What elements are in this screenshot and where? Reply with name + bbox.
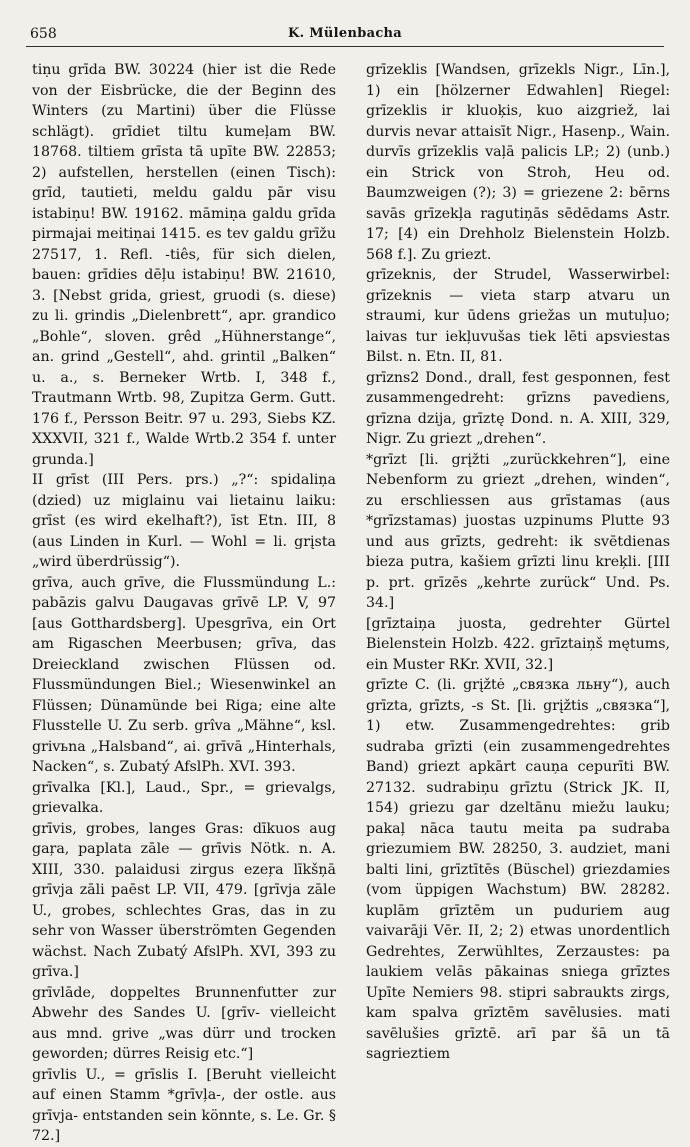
entry-grizte: grīzte C. (li. grįžtė „связка льну“), auch grīzta, grīzts, -s St. [li. grįžtis „связка“], 1) etw. Zusammengedrehtes: grib sudraba grīzti (ein zusammengedrehtes Band) griezt apkārt cauņa cepurīti BW. 27132. sudrabiņu grīztu (Strick JK. II, 154) griezu gar dzeltānu miežu lauku; pakaļ nāca tautu meita pa sudraba griezumiem BW. 28250, 3. audziet, mani balti lini, grīztītēs (Büschel) griezdamies (vom üppigen Wachstum) BW. 28282. kuplām grīztēm un puduriem aug vaivarāji Vēr. II, 2; 2) etwas unordentlich Gedrehtes, Zerwühltes, Zerzaustes: pa laukiem velās pākainas sniega grīztes Upīte Nemiers 98. stipri sabraukts zirgs, kam spalva grīztēm savēlusies. mati savēlušies grīztē. arī par šā un tā sagrieztiem (366, 677, 670, 1062)
entry-grizt: *grīzt [li. grįžti „zurückkehren“], eine Nebenform zu griezt „drehen, winden“, zu erschliessen aus grīstamas (aus *grīzstamas) juostas uzpinums Plutte 93 und aus grīzts, gedreht: ik svētdienas bieza putra, kašiem grīzti linu kreķli. [III p. prt. grīzēs „kehrte zurück“ Und. Ps. 34.] (366, 451, 670, 611)
right-column (366, 60, 670, 1062)
entry-grizeknis: grīzeknis, der Strudel, Wasserwirbel: grīzeknis — vieta starp atvaru un straumi, kur ūdens griežas un mutuļuo; laivas tur iekļuvušas tiek lēti apsviestas Bilst. n. Etn. II, 81. (366, 267, 670, 365)
entry-griztaina-juosta: [grīztaiņa juosta, gedrehter Gürtel Bielenstein Holzb. 422. grīztaiņš mętums, ein Muster RKr. XVII, 32.] (366, 615, 670, 673)
page-header (26, 22, 664, 47)
entry-grivalka: grīvalka [Kl.], Laud., Spr., = grievalgs, grievalka. (32, 779, 336, 816)
left-column (32, 60, 336, 1144)
entry-grivlis: grīvlis U., = grīslis I. [Beruht vielleicht auf einen Stamm *grīvļa-, der ostle. aus grīvja- entstanden sein könnte, s. Le. Gr. § 72.] (32, 1066, 336, 1144)
entry-grida-continued: tiṇu grīda BW. 30224 (hier ist die Rede von der Eisbrücke, die der Beginn des Winters (zu Martini) über die Flüsse schlägt). grīdiet tiltu kumeļam BW. 18768. tiltiem grīsta tā upīte BW. 22853; 2) aufstellen, herstellen (einen Tisch): grīd, tautieti, meldu galdu pār visu istabiṇu! BW. 19162. māmiṇa galdu grīda pirmajai meitiṇai 1415. es tev galdu grīžu 27517, 1. Refl. -tiês, für sich dielen, bauen: grīdies dēļu istabiņu! BW. 21610, 3. [Nebst grida, griest, gruodi (s. diese) zu li. grindis „Dielenbrett“, apr. grandico „Bohle“, sloven. grêd „Hühnerstange“, an. grind „Gestell“, ahd. grintil „Balken“ u. a., s. Berneker Wrtb. I, 348 f., Trautmann Wrtb. 98, Zupitza Germ. Gutt. 176 f., Persson Beitr. 97 u. 293, Siebs KZ. XXXVII, 321 f., Walde Wrtb.2 354 f. unter grunda.] (32, 62, 336, 468)
entry-grist: II grīst (III Pers. prs.) „?“: spidaliņa (dzied) uz miglainu vai lietainu laiku: grīst (es wird ekelhaft?), īst Etn. III, 8 (aus Linden in Kurl. — Wohl = li. grįsta „wird überdrüssig“). (32, 472, 336, 570)
entry-grivlade: grīvlāde, doppeltes Brunnenfutter zur Abwehr des Sandes U. [grīv- vielleicht aus mnd. grive „was dürr und trocken geworden; dürres Reisig etc.“] (32, 984, 336, 1062)
entry-griva: grīva, auch grīve, die Flussmündung L.: pabāzis galvu Daugavas grīvē LP. V, 97 [aus Gotthardsberg]. Upesgrīva, ein Ort am Rigaschen Meerbusen; grīva, das Dreieckland zwischen Flüssen od. Flussmündungen Biel.; Wiesenwinkel an Flüssen; Dünamünde bei Riga; eine alte Flusstelle U. Zu serb. grîva „Mähne“, ksl. grivьna „Halsband“, ai. grīvā „Hinterhals, Nacken“, s. Zubatý AfslPh. XVI. 393. (32, 574, 336, 775)
page-number: 658 (30, 26, 57, 42)
running-head: K. Mülenbacha (287, 26, 403, 41)
entry-grizns: grīzns2 Dond., drall, fest gesponnen, fest zusammengedreht: grīzns pavediens, grīzna dzija, grīztę Dond. n. A. XIII, 329, Nigr. Zu griezt „drehen“. (366, 369, 670, 447)
entry-grivis: grīvis, grobes, langes Gras: dīkuos aug gaŗa, paplata zāle — grīvis Nötk. n. A. XIII, 330. palaidusi zirgus ezeŗa līkšņā grīvja zāli paēst LP. VII, 479. [grīvja zāle U., grobes, schlechtes Gras, das in zu sehr von Wasser überströmten Gegenden wächst. Nach Zubatý AfslPh. XVI, 393 zu grīva.] (32, 820, 336, 980)
entry-grizeklis: grīzeklis [Wandsen, grīzekls Nigr., Līn.], 1) ein [hölzerner Edwahlen] Riegel: grīzeklis ir kluoķis, kuo aizgriež, lai durvis nevar attaisīt Nigr., Hasenp., Wain. durvīs grīzeklis vaļā palicis LP.; 2) (unb.) ein Strick von Stroh, Heu od. Baumzweigen (?); 3) = griezene 2: bērns savās grīzekļa ragutiņās sēdēdams Astr. 17; [4) ein Drehholz Bielenstein Holzb. 568 f.]. Zu griezt. (366, 62, 670, 263)
